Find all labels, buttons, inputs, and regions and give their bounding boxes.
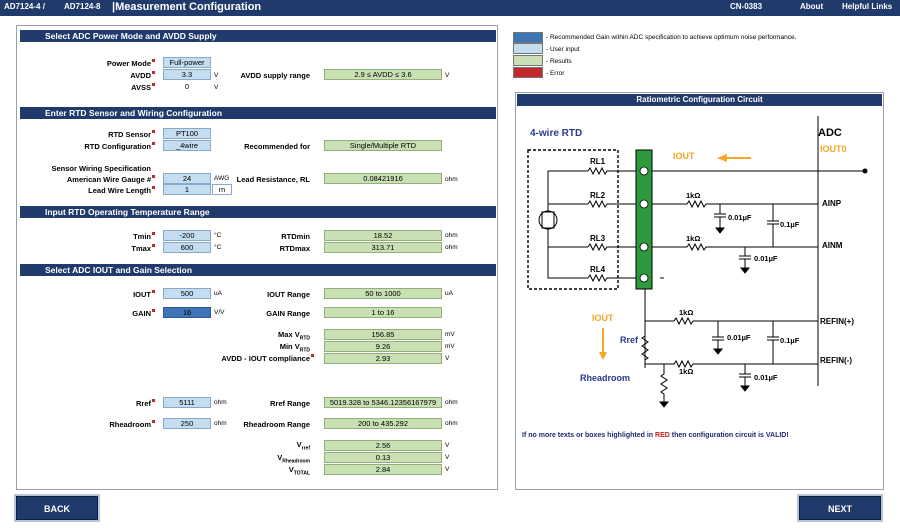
title-bar [0,0,900,16]
avdd-input[interactable]: 3.3 [163,69,211,80]
compliance-label: AVDD - IOUT compliance [221,354,310,363]
lead-resistance-unit: ohm [445,176,458,183]
cap-001-d: 0.01µF [754,373,778,382]
wire-gauge-label: American Wire Gauge # [67,175,151,184]
rref-circuit-label: Rref [620,335,639,345]
avdd-range-result: 2.9 ≤ AVDD ≤ 3.6 [324,69,442,80]
tmin-label: Tmin [133,232,151,241]
legend-input-text: - User input [546,46,580,53]
wire-length-label: Lead Wire Length [88,186,151,195]
section-temp: Input RTD Operating Temperature Range [20,206,496,218]
r1k-label-a: 1kΩ [686,191,701,200]
section-iout: Select ADC IOUT and Gain Selection [20,264,496,276]
section-power: Select ADC Power Mode and AVDD Supply [20,30,496,42]
rref-unit: ohm [214,399,227,406]
legend-recommended-swatch [513,32,543,43]
avdd-unit: V [214,72,219,79]
min-vrtd-label: Min $V_{RTD}$ [279,342,310,354]
rl2-label: RL2 [590,191,606,200]
rl3-label: RL3 [590,234,606,243]
rtdmax-label: RTDmax [279,244,310,253]
gain-label: GAIN [132,309,151,318]
rref-range-unit: ohm [445,399,458,406]
rtdmax-unit: ohm [445,244,458,251]
iout-label: IOUT [133,290,151,299]
refinm-label: REFIN(-) [820,356,852,365]
max-vrtd-unit: mV [445,331,455,338]
avdd-range-label: AVDD supply range [240,71,310,80]
vrref-result: 2.56 [324,440,442,451]
max-vrtd-label: Max $V_{RTD}$ [278,330,310,342]
legend-results-text: - Results [546,58,572,65]
avss-unit: V [214,84,219,91]
wiring-spec-label: Sensor Wiring Specification [51,164,151,173]
doc-id: CN-0383 [730,2,763,11]
cap-01-b: 0.1µF [780,336,800,345]
avss-label: AVSS [131,83,151,92]
wire-gauge-input[interactable]: 24 [163,173,211,184]
rtd-sensor-label: RTD Sensor [108,130,151,139]
rheadroom-range-unit: ohm [445,420,458,427]
power-mode-select[interactable]: Full-power [163,57,211,68]
refinp-label: REFIN(+) [820,317,854,326]
cap-01-a: 0.1µF [780,220,800,229]
rheadroom-range-label: Rheadroom Range [243,420,310,429]
adc-label: ADC [818,127,842,139]
iout-arrow-left [717,154,727,162]
next-button[interactable]: NEXT [799,496,881,520]
validation-message: If no more texts or boxes highlighted in RED then configuration circuit is VALID! [522,432,789,439]
avss-value: 0 [184,82,190,91]
rl2-resistor [588,201,638,207]
wire-gauge-unit: AWG [214,175,230,182]
legend-error-swatch [513,67,543,78]
compliance-unit: V [445,355,450,362]
r1k-ainp [687,201,818,207]
vtotal-result: 2.84 [324,464,442,475]
part-number-2: AD7124-8 [64,2,101,11]
cap-001-a: 0.01µF [728,213,752,222]
max-vrtd-result: 156.85 [324,329,442,340]
r1k-refinp [645,318,818,324]
circuit-header: Ratiometric Configuration Circuit [517,94,882,106]
compliance-result: 2.93 [324,353,442,364]
tmax-input[interactable]: 600 [163,242,211,253]
gain-unit: V/V [214,309,225,316]
iout-arrow-down [599,352,607,360]
rl1-label: RL1 [590,157,606,166]
lead-resistance-result: 0.08421916 [324,173,442,184]
rl4-resistor [588,275,638,281]
page-title: |Measurement Configuration [112,1,262,13]
iout-unit: uA [214,290,222,297]
rref-range-result: 5019.328 to 5346.12356167979 [324,397,442,408]
recommended-label: Recommended for [244,142,310,151]
iout-range-label: IOUT Range [267,290,310,299]
rtd-config-label: RTD Configuration [84,142,151,151]
recommended-result: Single/Multiple RTD [324,140,442,151]
vrref-unit: V [445,442,450,449]
legend-results-swatch [513,55,543,66]
legend-error-text: - Error [546,70,565,77]
helpful-links[interactable]: Helpful Links [842,2,893,11]
rl1-resistor [588,168,638,174]
lead-resistance-label: Lead Resistance, RL [236,175,310,184]
iout0-label: IOUT0 [820,144,847,154]
iout-range-result: 50 to 1000 [324,288,442,299]
r1k-ainm [687,244,818,250]
legend-input-swatch [513,43,543,54]
rheadroom-input[interactable]: 250 [163,418,211,429]
iout-select[interactable]: 500 [163,288,211,299]
gain-range-label: GAIN Range [266,309,310,318]
rtd-config-select[interactable]: _4wire [163,140,211,151]
min-vrtd-result: 9.26 [324,341,442,352]
r1k-label-b: 1kΩ [686,234,701,243]
rheadroom-circuit-label: Rheadroom [580,373,631,383]
rref-range-label: Rref Range [269,399,310,408]
vrref-label: $V_{rref}$ [296,440,310,452]
part-number-1: AD7124-4 / [4,2,45,11]
rheadroom-range-result: 200 to 435.292 [324,418,442,429]
tmin-unit: °C [214,232,222,239]
rtdmin-label: RTDmin [281,232,310,241]
rtdmin-result: 18.52 [324,230,442,241]
rl4-label: RL4 [590,265,606,274]
vrheadroom-result: 0.13 [324,452,442,463]
rtd-title: 4-wire RTD [530,128,583,139]
min-vrtd-unit: mV [445,343,455,350]
vtotal-label: $V_{TOTAL}$ [288,465,310,477]
tmax-unit: °C [214,244,222,251]
rref-label: Rref [136,399,151,408]
vrheadroom-label: $V_{Rheadroom}$ [277,453,310,465]
r1k-label-d: 1kΩ [679,367,694,376]
about-link[interactable]: About [800,2,824,11]
avdd-range-unit: V [445,72,450,79]
ainp-label: AINP [822,199,842,208]
iout-range-unit: uA [445,290,453,297]
tmin-input[interactable]: -200 [163,230,211,241]
circuit-diagram [515,106,884,426]
gain-select[interactable]: 16 [163,307,211,318]
cap-001-c: 0.01µF [727,333,751,342]
rtd-element [542,212,554,228]
wire-length-unit[interactable]: m [212,184,232,195]
back-button[interactable]: BACK [16,496,98,520]
avdd-label: AVDD [130,71,151,80]
ainm-label: AINM [822,241,843,250]
rheadroom-resistor [661,364,667,402]
rref-input[interactable]: 5111 [163,397,211,408]
rtdmin-unit: ohm [445,232,458,239]
iout-label-bottom: IOUT [592,313,614,323]
r1k-label-c: 1kΩ [679,308,694,317]
rtd-sensor-select[interactable]: PT100 [163,128,211,139]
rheadroom-label: Rheadroom [109,420,151,429]
section-rtd: Enter RTD Sensor and Wiring Configuration [20,107,496,119]
iout-label-top: IOUT [673,151,695,161]
rl3-resistor [588,244,638,250]
legend-recommended-text: - Recommended Gain within ADC specification to achieve optimum noise performance. [546,34,797,41]
gain-range-result: 1 to 16 [324,307,442,318]
power-mode-label: Power Mode [107,59,151,68]
wire-length-input[interactable]: 1 [163,184,211,195]
rheadroom-unit: ohm [214,420,227,427]
rtdmax-result: 313.71 [324,242,442,253]
r1k-refinm [645,361,818,367]
tmax-label: Tmax [131,244,151,253]
vtotal-unit: V [445,466,450,473]
vrheadroom-unit: V [445,454,450,461]
cap-001-b: 0.01µF [754,254,778,263]
